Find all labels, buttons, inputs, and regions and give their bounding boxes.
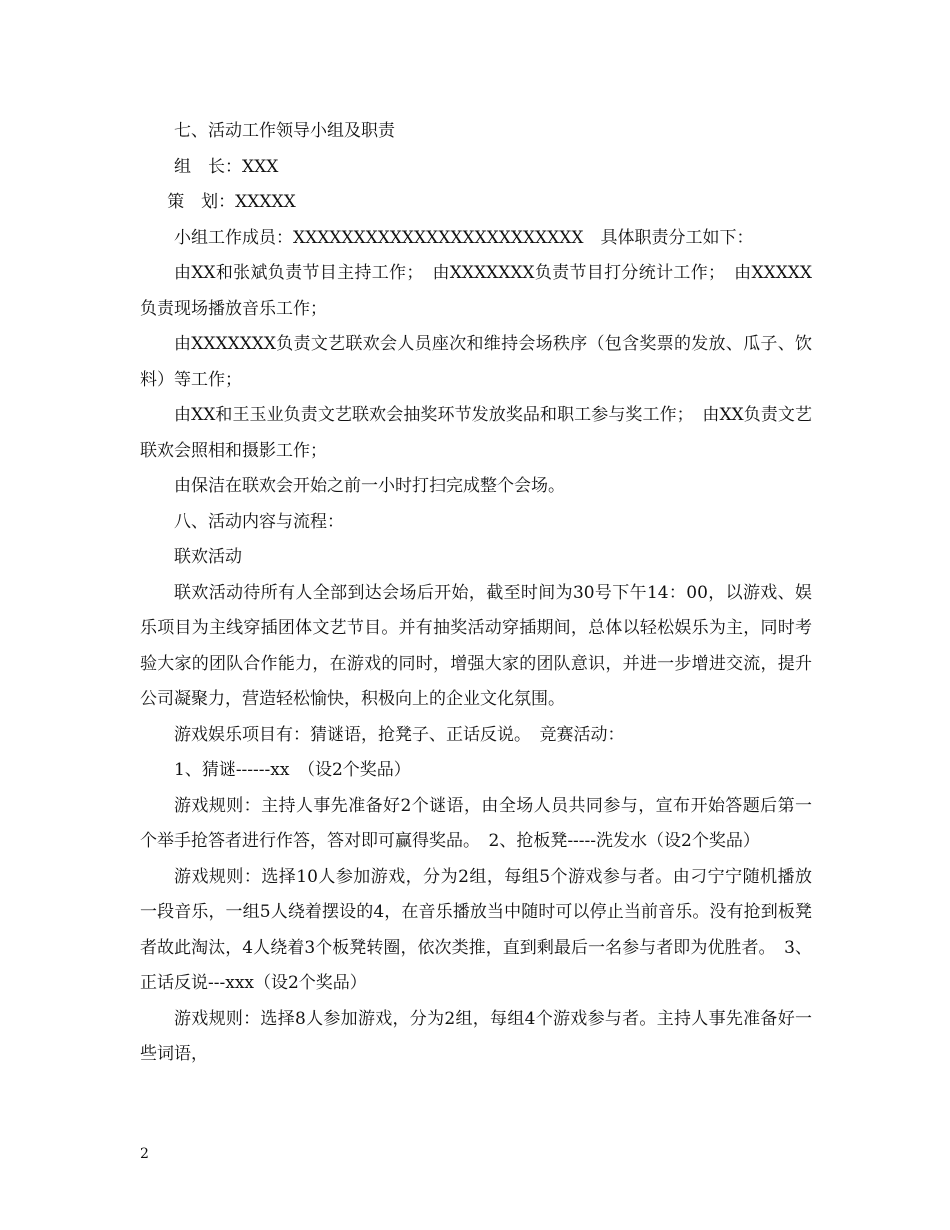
subheading-party-activity: 联欢活动 [174, 547, 242, 567]
duty-paragraph-3: 由XX和王玉业负责文艺联欢会抽奖环节发放奖品和职工参与奖工作； 由XX负责文艺联欢会照相和摄影工作； [140, 405, 812, 461]
duty-paragraph-2: 由XXXXXXX负责文艺联欢会人员座次和维持会场秩序（包含奖票的发放、瓜子、饮料）等工作； [140, 334, 812, 390]
team-members-line: 小组工作成员：XXXXXXXXXXXXXXXXXXXXXXXX 具体职责分工如下： [174, 227, 754, 248]
activity-description: 联欢活动待所有人全部到达会场后开始，截至时间为30号下午14：00，以游戏、娱乐项目为主线穿插团体文艺节目。并有抽奖活动穿插期间，总体以轻松娱乐为主，同时考验大家的团队合作能力，在游戏的同时，增强大家的团队意识，并进一步增进交流，提升公司凝聚力，营造轻松愉快，积极向上的企业文化氛围。 [140, 582, 812, 709]
game-1-rules: 游戏规则：主持人事先准备好2个谜语，由全场人员共同参与，宣布开始答题后第一个举手抢答者进行作答，答对即可赢得奖品。 2、抢板凳-----洗发水（设2个奖品） [140, 795, 812, 851]
planner-line: 策 划：XXXXX [167, 192, 296, 212]
game-1-title: 1、猜谜------xx （设2个奖品） [174, 760, 411, 780]
duty-paragraph-1: 由XX和张斌负责节目主持工作； 由XXXXXXX负责节目打分统计工作； 由XXXXX负责现场播放音乐工作； [140, 263, 812, 319]
page-number: 2 [140, 1146, 149, 1162]
game-list-line: 游戏娱乐项目有：猜谜语，抢凳子、正话反说。 竞赛活动： [174, 724, 625, 745]
game-3-rules: 游戏规则：选择8人参加游戏，分为2组，每组4个游戏参与者。主持人事先准备好一些词语， [140, 1008, 812, 1064]
game-2-rules: 游戏规则：选择10人参加游戏，分为2组，每组5个游戏参与者。由刁宁宁随机播放一段音乐，一组5人绕着摆设的4，在音乐播放当中随时可以停止当前音乐。没有抢到板凳者故此淘汰，4人绕着3个板凳转圈，依次类推，直到剩最后一名参与者即为优胜者。 3、正话反说---xxx（设2个奖品） [140, 866, 812, 993]
team-leader-line: 组 长：XXX [174, 156, 279, 177]
duty-paragraph-4: 由保洁在联欢会开始之前一小时打扫完成整个会场。 [174, 476, 565, 496]
document-body [140, 114, 812, 1073]
section-heading-7: 七、活动工作领导小组及职责 [174, 121, 395, 141]
section-heading-8: 八、活动内容与流程： [174, 511, 344, 532]
